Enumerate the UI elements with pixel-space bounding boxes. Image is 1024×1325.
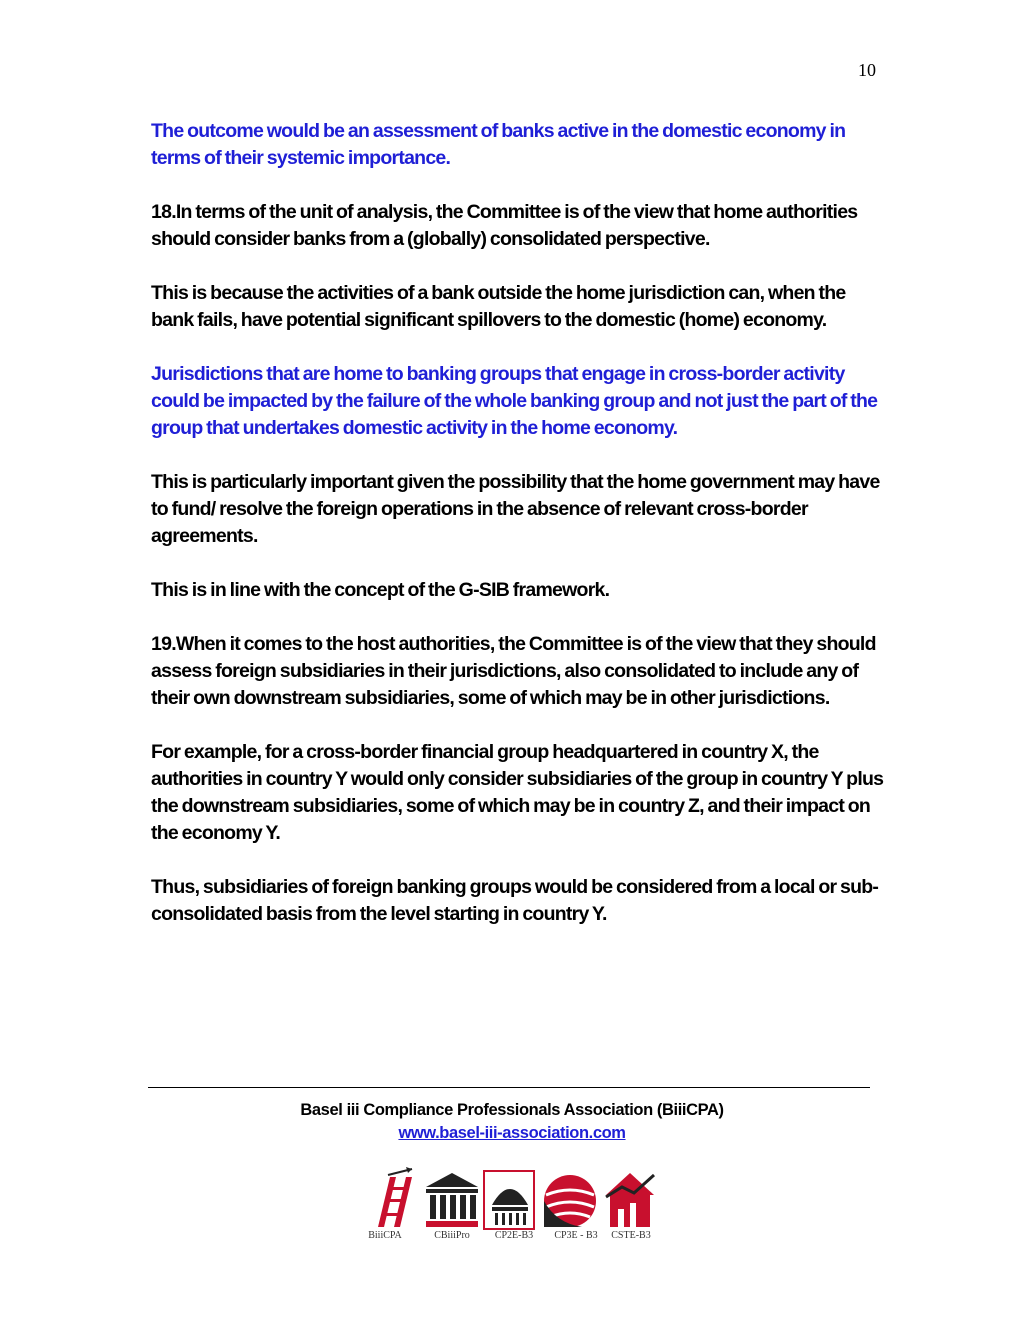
- house-chart-icon: [606, 1173, 654, 1227]
- logo-caption-cp3e-b3: CP3E - B3: [554, 1230, 598, 1241]
- page-number: 10: [858, 60, 876, 80]
- bank-columns-icon: [426, 1173, 478, 1227]
- globe-icon: [544, 1175, 596, 1227]
- paragraph-19: 19.When it comes to the host authorities, the Committee is of the view that they should assess foreign subsidiaries in their jurisdictions, also consolidated to include any of their own downstream subsidiaries, some of which may be in other jurisdictions.: [151, 633, 876, 709]
- logo-caption-cbiiipro: CBiiiPro: [434, 1230, 470, 1241]
- paragraph-thus: Thus, subsidiaries of foreign banking groups would be considered from a local or sub-consolidated basis from the level starting in country Y.: [151, 876, 879, 925]
- paragraph-outcome: The outcome would be an assessment of banks active in the domestic economy in terms of their systemic importance.: [151, 120, 846, 169]
- footer-organization: Basel iii Compliance Professionals Association (BiiiCPA): [300, 1101, 724, 1119]
- footer-website-link[interactable]: www.basel-iii-association.com: [398, 1124, 626, 1142]
- paragraph-jurisdictions: Jurisdictions that are home to banking groups that engage in cross-border activity could be impacted by the failure of the whole banking group and not just the part of the group that undertakes domestic activity in the home economy.: [151, 363, 878, 439]
- paragraph-gsib: This is in line with the concept of the G-SIB framework.: [151, 579, 610, 601]
- logo-strip: [360, 1165, 670, 1255]
- paragraph-example: For example, for a cross-border financial group headquartered in country X, the authorities in country Y would only consider subsidiaries of the group in country Y plus the downstream subsidiaries, some of which may be in country Z, and their impact on the economy Y.: [151, 741, 884, 844]
- paragraph-important: This is particularly important given the possibility that the home government may have to fund/ resolve the foreign operations in the absence of relevant cross-border agreements.: [151, 471, 880, 547]
- footer-divider: [148, 1087, 870, 1088]
- ladder-arrow-icon: [378, 1167, 412, 1227]
- paragraph-activities: This is because the activities of a bank outside the home jurisdiction can, when the bank fails, have potential significant spillovers to the domestic (home) economy.: [151, 282, 846, 331]
- paragraph-18: 18.In terms of the unit of analysis, the Committee is of the view that home authorities should consider banks from a (globally) consolidated perspective.: [151, 201, 858, 250]
- logo-caption-biiicpa: BiiiCPA: [368, 1230, 402, 1241]
- capitol-dome-icon: [484, 1171, 534, 1229]
- logo-caption-cste-b3: CSTE-B3: [611, 1230, 651, 1241]
- logo-caption-cp2e-b3: CP2E-B3: [494, 1230, 534, 1241]
- body-text: [151, 118, 886, 955]
